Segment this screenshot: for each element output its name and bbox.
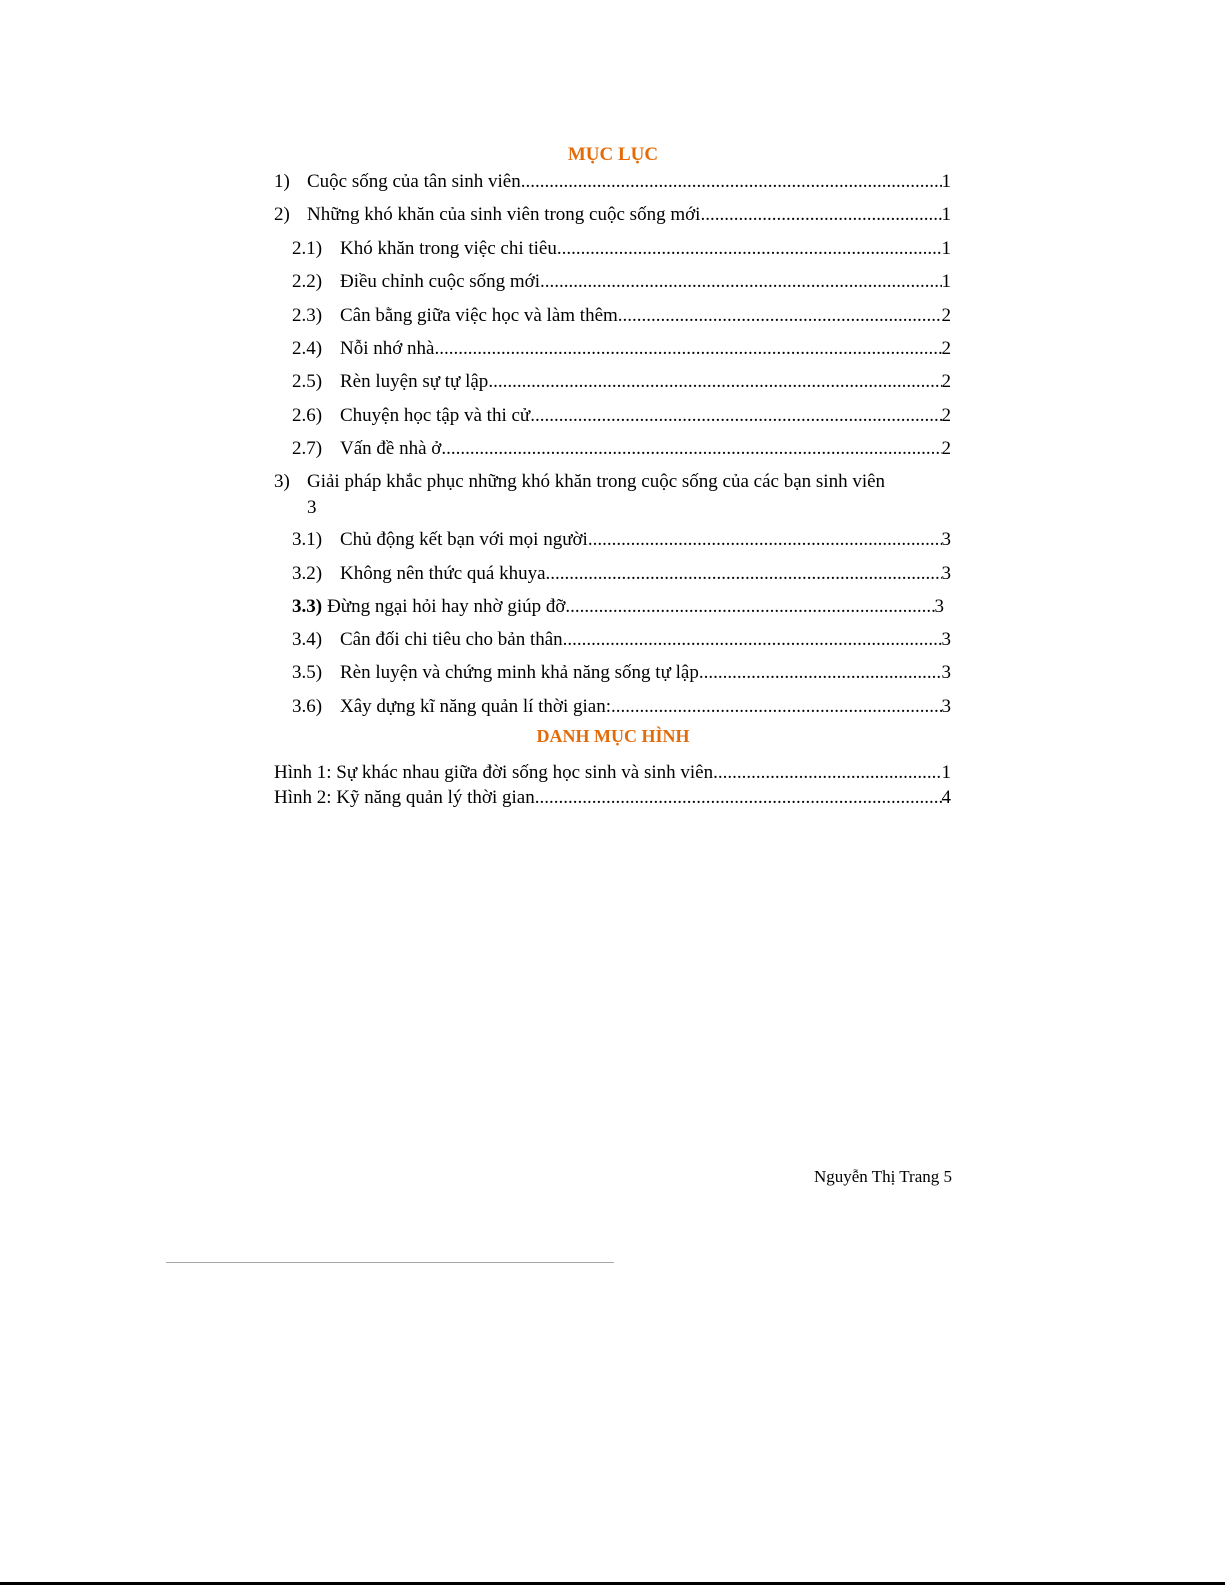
toc-entry-2-1[interactable] [292,237,951,261]
toc-entry-3-5[interactable] [292,661,951,685]
figure-entry-title: Hình 2: Kỹ năng quản lý thời gian [274,787,535,808]
figure-entry-2[interactable] [274,786,951,810]
toc-entry-number: 3.4) [292,629,323,650]
toc-entry-3-3[interactable] [292,595,944,619]
figure-dot-leader [535,786,942,810]
toc-entry-title: Điều chỉnh cuộc sống mới [340,271,541,292]
toc-entry-number: 2) [274,204,290,225]
toc-entry-title: Khó khăn trong việc chi tiêu [340,238,557,259]
toc-entry-2-2[interactable] [292,270,951,294]
footnote-separator [166,1262,614,1263]
toc-entry-title: Giải pháp khắc phục những khó khăn trong cuộc sống của các bạn sinh viên [307,471,886,492]
toc-entry-number: 3.5) [292,662,323,683]
toc-dot-leader [557,237,942,261]
toc-entry-3-6[interactable] [292,695,951,719]
toc-entry-2-6[interactable] [292,404,951,428]
figure-entry-page: 1 [941,762,951,783]
toc-dot-leader [434,337,941,361]
toc-entry-page: 2 [941,305,951,326]
toc-dot-leader [618,304,942,328]
toc-dot-leader [441,437,941,461]
figure-dot-leader [713,761,941,785]
toc-entry-2-7[interactable] [292,437,951,461]
toc-entry-3[interactable] [274,469,954,521]
toc-dot-leader [588,528,942,552]
toc-entry-page: 3 [941,529,951,550]
toc-entry-title: Chủ động kết bạn với mọi người [340,529,588,550]
toc-entry-number: 2.7) [292,438,323,459]
toc-entry-number: 1) [274,171,290,192]
toc-entry-page: 2 [941,371,951,392]
toc-dot-leader [540,270,941,294]
toc-entry-page: 3 [941,563,951,584]
toc-entry-3-4[interactable] [292,628,951,652]
toc-entry-number: 2.3) [292,305,323,326]
toc-entry-3-1[interactable] [292,528,951,552]
toc-dot-leader [611,695,941,719]
toc-entry-number: 3.6) [292,696,323,717]
toc-entry-page: 3 [941,662,951,683]
toc-heading: MỤC LỤC [567,144,659,165]
toc-entry-page: 1 [941,238,951,259]
toc-dot-leader [521,170,942,194]
toc-entry-title: Rèn luyện và chứng minh khả năng sống tự lập [340,662,699,683]
figure-entry-page: 4 [941,787,951,808]
toc-entry-number: 2.6) [292,405,323,426]
toc-dot-leader [488,370,941,394]
figure-entry-title: Hình 1: Sự khác nhau giữa đời sống học sinh và sinh viên [274,762,714,783]
toc-entry-page: 2 [941,438,951,459]
toc-entry-page: 1 [941,204,951,225]
toc-dot-leader [563,628,942,652]
toc-entry-number: 3.3) [292,596,323,617]
toc-entry-number: 2.2) [292,271,323,292]
toc-entry-title: Những khó khăn của sinh viên trong cuộc sống mới [307,204,701,225]
toc-entry-title: Vấn đề nhà ở [340,438,442,459]
toc-entry-title: Chuyện học tập và thi cử [340,405,531,426]
toc-entry-2[interactable] [274,203,951,227]
toc-entry-title: Cân bằng giữa việc học và làm thêm [340,305,618,326]
toc-entry-2-4[interactable] [292,337,951,361]
toc-entry-page: 1 [941,271,951,292]
toc-dot-leader [700,203,941,227]
toc-dot-leader [565,595,934,619]
toc-entry-page: 3 [307,497,317,518]
toc-entry-number: 3.2) [292,563,323,584]
toc-entry-2-3[interactable] [292,304,951,328]
toc-entry-number: 3.1) [292,529,323,550]
toc-entry-title: Rèn luyện sự tự lập [340,371,489,392]
toc-entry-1[interactable] [274,170,951,194]
toc-entry-page: 2 [941,405,951,426]
toc-entry-title: Nỗi nhớ nhà [340,338,435,359]
toc-entry-title: Không nên thức quá khuya [340,563,546,584]
toc-entry-number: 2.4) [292,338,323,359]
figure-list-heading: DANH MỤC HÌNH [536,726,690,746]
figure-entry-1[interactable] [274,761,951,785]
toc-entry-title: Đừng ngại hỏi hay nhờ giúp đỡ [327,596,566,617]
toc-entry-title: Cân đối chi tiêu cho bản thân [340,629,563,650]
toc-entry-page: 3 [941,629,951,650]
toc-entry-title: Xây dựng kĩ năng quản lí thời gian: [340,696,612,717]
toc-entry-page: 3 [941,696,951,717]
toc-entry-page: 3 [934,596,944,617]
toc-entry-number: 2.1) [292,238,323,259]
toc-dot-leader [530,404,941,428]
toc-entry-title: Cuộc sống của tân sinh viên [307,171,521,192]
toc-entry-3-2[interactable] [292,562,951,586]
toc-entry-number: 3) [274,471,290,492]
toc-entry-page: 2 [941,338,951,359]
toc-entry-page: 1 [941,171,951,192]
footer-author-page: Nguyễn Thị Trang 5 [813,1167,952,1186]
toc-entry-number: 2.5) [292,371,323,392]
toc-dot-leader [699,661,942,685]
toc-entry-2-5[interactable] [292,370,951,394]
toc-dot-leader [546,562,942,586]
